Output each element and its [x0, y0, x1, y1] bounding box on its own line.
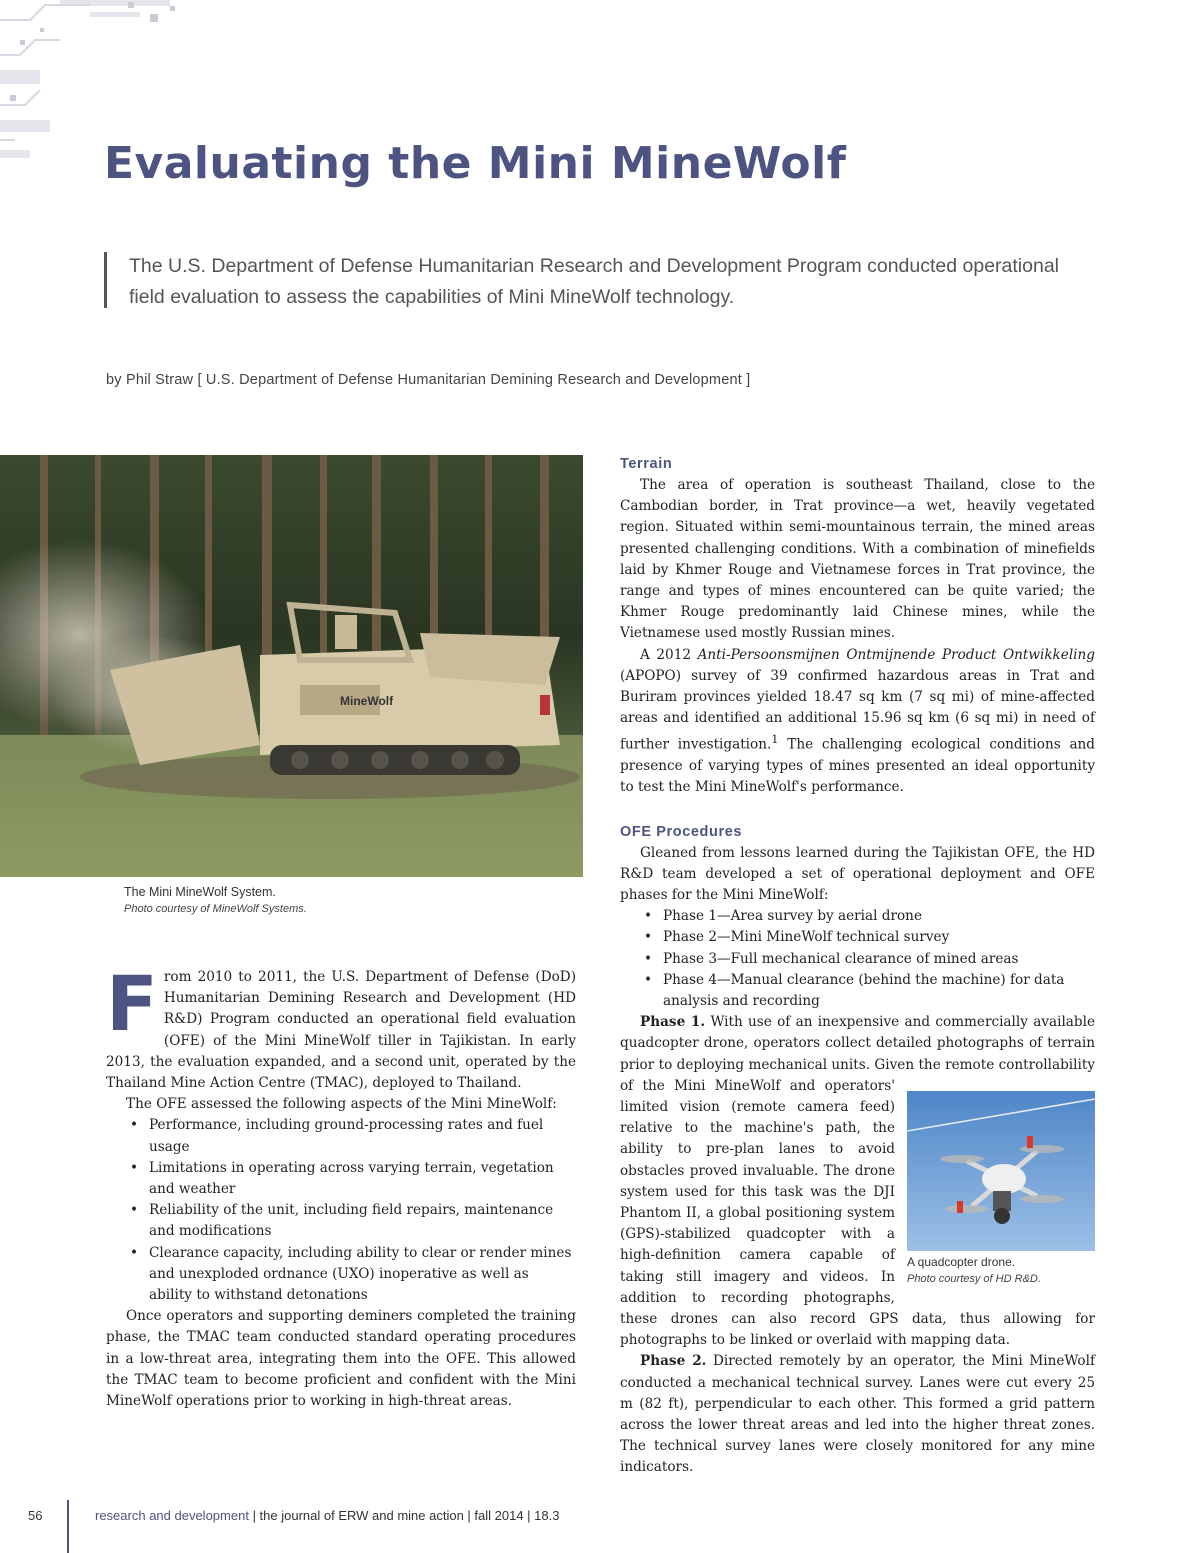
apopo-name: Anti-Persoonsmijnen Ontmijnende Product Ontwikkeling	[697, 646, 1095, 663]
ofe-heading: OFE Procedures	[620, 823, 743, 840]
minewolf-photo	[0, 455, 583, 877]
terrain-paragraph-2	[620, 645, 1095, 799]
main-photo-credit: Photo courtesy of MineWolf Systems.	[124, 903, 307, 915]
phases-list	[620, 906, 1095, 1012]
drone-caption	[907, 1254, 1095, 1288]
list-item: • Performance, including ground-processing rates and fuel usage	[106, 1115, 576, 1157]
phase-2-paragraph	[620, 1351, 1095, 1478]
running-footer	[95, 1508, 559, 1523]
list-item: • Phase 3—Full mechanical clearance of mined areas	[620, 949, 1095, 970]
deck-rule	[104, 252, 107, 308]
drone-photo	[907, 1091, 1095, 1251]
drop-cap: F	[106, 959, 158, 1048]
intro-paragraph-1	[106, 959, 576, 1094]
drone-credit: Photo courtesy of HD R&D.	[907, 1273, 1041, 1285]
list-item: • Phase 2—Mini MineWolf technical survey	[620, 927, 1095, 948]
main-photo-caption	[124, 884, 307, 918]
drone-caption-text: A quadcopter drone.	[907, 1255, 1016, 1269]
terrain-heading: Terrain	[620, 456, 673, 472]
footer-rule	[67, 1500, 69, 1553]
list-item: • Phase 1—Area survey by aerial drone	[620, 906, 1095, 927]
drone-figure	[907, 1091, 1095, 1288]
ofe-aspects-list	[106, 1115, 576, 1306]
terrain-p2-b: (APOPO) survey of 39 confirmed hazardous areas in Trat and Buriram provinces yielded 18.47 sq km (7 sq mi) of mine-affected areas and identified an additional 15.96 sq km (6 sq mi) in need of further investigation.	[620, 667, 1095, 753]
footer-section: research and development	[95, 1508, 249, 1523]
footer-journal: | the journal of ERW and mine action | fall 2014 | 18.3	[252, 1508, 560, 1523]
list-item: • Limitations in operating across varying terrain, vegetation and weather	[106, 1158, 576, 1200]
list-item: • Clearance capacity, including ability to clear or render mines and unexploded ordnance (UXO) inoperative as well as ability to withstand detonations	[106, 1243, 576, 1307]
footnote-ref: 1	[771, 732, 779, 747]
phase-2-text: Directed remotely by an operator, the Mini MineWolf conducted a mechanical technical survey. Lanes were cut every 25 m (82 ft), perpendicular to each other. This formed a grid pattern across the lower threat areas and led into the higher threat zones. The technical survey lanes were closely monitored for any mine indicators.	[620, 1353, 1095, 1476]
page-number: 56	[28, 1508, 43, 1523]
intro-paragraph-2: The OFE assessed the following aspects of the Mini MineWolf:	[126, 1096, 557, 1113]
intro-p1-text: rom 2010 to 2011, the U.S. Department of Defense (DoD) Humanitarian Demining Research and Development (HD R&D) Program conducted an operational field evaluation (OFE) of the Mini MineWolf tiller in Tajikistan. In early 2013, the evaluation expanded, and a second unit, operated by the Thailand Mine Action Centre (TMAC), deployed to Thailand.	[106, 969, 576, 1092]
left-column	[106, 959, 576, 1412]
terrain-p2-c: The challenging ecological conditions and presence of varying types of mines presented an ideal opportunity to test the Mini MineWolf's performance.	[620, 736, 1096, 796]
main-photo-caption-text: The Mini MineWolf System.	[124, 885, 276, 899]
article-deck: The U.S. Department of Defense Humanitarian Research and Development Program conducted operational field evaluation to assess the capabilities of Mini MineWolf technology.	[129, 255, 1060, 308]
minewolf-brand-text: MineWolf	[340, 694, 394, 708]
phase-1-text: With use of an inexpensive and commercially available quadcopter drone, operators collect detailed photographs of terrain prior to deploying mechanical units. Given the remote controllability of the Mini MineWolf and operators' limited vision (remote camera feed) relative to the machine's path, the ability to pre-plan lanes to avoid obstacles proved invaluable. The drone system used for this task was the DJI Phantom II, a global positioning system (GPS)-stabilized quadcopter with a high-definition camera capable of taking still imagery and videos. In addition to recording photographs, these drones can also record GPS data, thus allowing for photographs to be linked or overlaid with mapping data.	[620, 1014, 1095, 1349]
article-title: Evaluating the Mini MineWolf	[104, 138, 847, 189]
phase-1-label: Phase 1.	[640, 1014, 706, 1031]
list-item: • Phase 4—Manual clearance (behind the machine) for data analysis and recording	[620, 970, 1095, 1012]
terrain-paragraph-1: The area of operation is southeast Thailand, close to the Cambodian border, in Trat province—a wet, heavily vegetated region. Situated within semi-mountainous terrain, the mined areas presented challenging conditions. With a combination of minefields laid by Khmer Rouge and Vietnamese forces in Trat province, the range and types of mines encountered can be quite varied; the Khmer Rouge predominantly laid Chinese mines, while the Vietnamese used mostly Russian mines.	[620, 477, 1095, 642]
phase-2-label: Phase 2.	[640, 1353, 707, 1370]
terrain-p2-a: A 2012	[640, 646, 691, 663]
ofe-paragraph-1: Gleaned from lessons learned during the Tajikistan OFE, the HD R&D team developed a set of operational deployment and OFE phases for the Mini MineWolf:	[620, 844, 1095, 903]
intro-paragraph-3: Once operators and supporting deminers completed the training phase, the TMAC team conducted standard operating procedures in a low-threat area, integrating them into the OFE. This allowed the TMAC team to become proficient and confident with the Mini MineWolf operations prior to working in high-threat areas.	[106, 1308, 576, 1410]
right-column	[620, 453, 1095, 1479]
byline: by Phil Straw [ U.S. Department of Defense Humanitarian Demining Research and Development ]	[106, 372, 751, 388]
list-item: • Reliability of the unit, including field repairs, maintenance and modifications	[106, 1200, 576, 1242]
